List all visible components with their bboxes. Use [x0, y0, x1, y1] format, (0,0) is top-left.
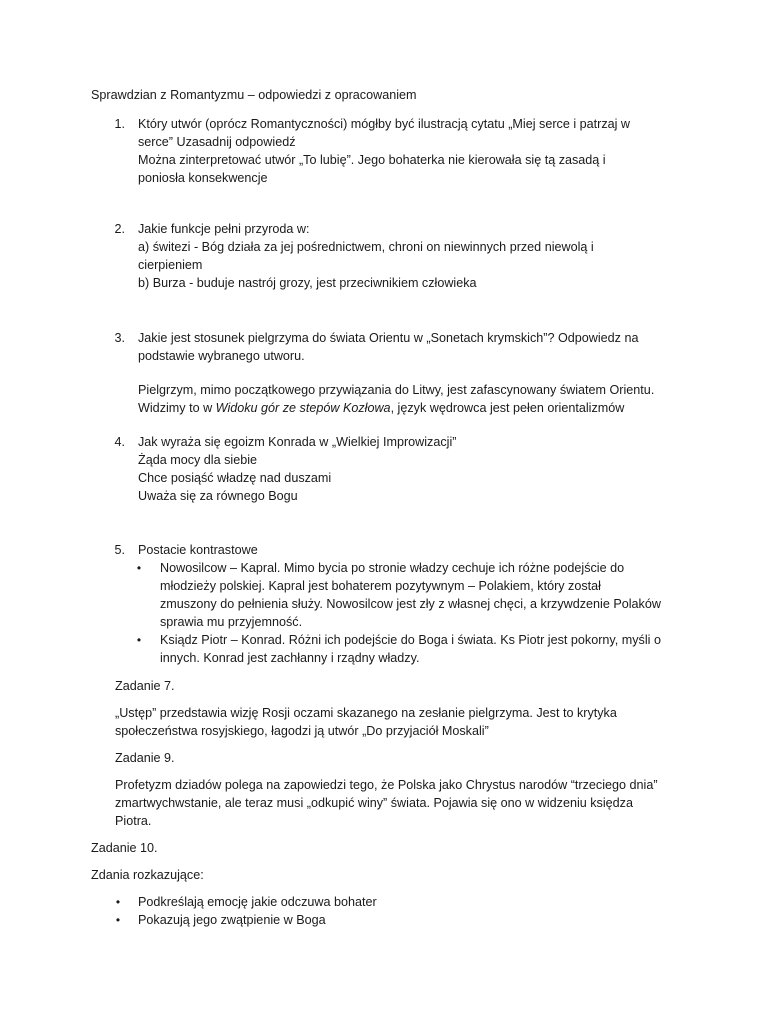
q1-answer-line: poniosła konsekwencje — [138, 171, 268, 185]
q5-heading: Postacie kontrastowe — [138, 543, 258, 557]
z9-line: zmartwychwstanie, ale teraz musi „odkupić winy” świata. Pojawia się ono w widzeniu księdza — [115, 796, 633, 810]
q5-bullet1-line: sprawia mu przyjemność. — [160, 615, 303, 629]
z10-bullet: Pokazują jego zwątpienie w Boga — [138, 913, 326, 927]
q1-answer-line: Można zinterpretować utwór „To lubię”. Jego bohaterka nie kierowała się tą zasadą i — [138, 153, 606, 167]
q5-number: 5. — [114, 543, 125, 557]
q1-line: Który utwór (oprócz Romantyczności) mógłby być ilustracją cytatu „Miej serce i patrzaj w — [138, 117, 631, 131]
z7-line: społeczeństwa rosyjskiego, łagodzi ją utwór „Do przyjaciół Moskali” — [115, 724, 489, 738]
z9-heading: Zadanie 9. — [115, 751, 175, 765]
q5-bullet2-line: innych. Konrad jest zachłanny i rządny władzy. — [160, 651, 420, 665]
q2-answer-line: b) Burza - buduje nastrój grozy, jest przeciwnikiem człowieka — [138, 276, 477, 290]
bullet-icon: • — [115, 895, 121, 909]
q4-answer-line: Chce posiąść władzę nad duszami — [138, 471, 332, 485]
q2-line: Jakie funkcje pełni przyroda w: — [138, 222, 310, 236]
q3-number: 3. — [114, 331, 125, 345]
q2-number: 2. — [114, 222, 125, 236]
q1-line: serce” Uzasadnij odpowiedź — [138, 135, 296, 149]
q4-number: 4. — [114, 435, 125, 449]
q4-line: Jak wyraża się egoizm Konrada w „Wielkiej Improwizacji” — [138, 435, 457, 449]
q3-answer-text: Widzimy to w — [138, 401, 216, 415]
z9-line: Profetyzm dziadów polega na zapowiedzi tego, że Polska jako Chrystus narodów “trzeciego dnia” — [115, 778, 658, 792]
z10-heading: Zadanie 10. — [91, 841, 158, 855]
q2-answer-line: a) świtezi - Bóg działa za jej pośrednictwem, chroni on niewinnych przed niewolą i — [138, 240, 594, 254]
q4-answer-line: Uważa się za równego Bogu — [138, 489, 298, 503]
document-title: Sprawdzian z Romantyzmu – odpowiedzi z opracowaniem — [91, 88, 417, 102]
bullet-icon: • — [136, 561, 142, 575]
z7-heading: Zadanie 7. — [115, 679, 175, 693]
bullet-icon: • — [136, 633, 142, 647]
q5-bullet2-line: Ksiądz Piotr – Konrad. Różni ich podejście do Boga i świata. Ks Piotr jest pokorny, myśli o — [160, 633, 661, 647]
z9-line: Piotra. — [115, 814, 152, 828]
q5-bullet1-line: zmuszony do pełnienia służy. Nowosilcow jest zły z własnej chęci, a krzywdzenie Polaków — [160, 597, 661, 611]
z7-line: „Ustęp” przedstawia wizję Rosji oczami skazanego na zesłanie pielgrzyma. Jest to krytyka — [115, 706, 617, 720]
z10-subheading: Zdania rozkazujące: — [91, 868, 204, 882]
q3-answer-line — [138, 399, 624, 417]
q2-answer-line: cierpieniem — [138, 258, 203, 272]
q3-answer-line: Pielgrzym, mimo początkowego przywiązania do Litwy, jest zafascynowany światem Orientu. — [138, 383, 655, 397]
q5-bullet1-line: Nowosilcow – Kapral. Mimo bycia po stronie władzy cechuje ich różne podejście do — [160, 561, 625, 575]
q3-line: Jakie jest stosunek pielgrzyma do świata Orientu w „Sonetach krymskich”? Odpowiedz na — [138, 331, 639, 345]
q3-line: podstawie wybranego utworu. — [138, 349, 305, 363]
q5-bullet1-line: młodzieży polskiej. Kapral jest bohaterem pozytywnym – Polakiem, który został — [160, 579, 601, 593]
q3-answer-text: , język wędrowca jest pełen orientalizmów — [390, 401, 625, 415]
q4-answer-line: Żąda mocy dla siebie — [138, 453, 258, 467]
z10-bullet: Podkreślają emocję jakie odczuwa bohater — [138, 895, 377, 909]
q3-answer-title: Widoku gór ze stepów Kozłowa — [215, 401, 391, 415]
bullet-icon: • — [115, 913, 121, 927]
q1-number: 1. — [114, 117, 125, 131]
